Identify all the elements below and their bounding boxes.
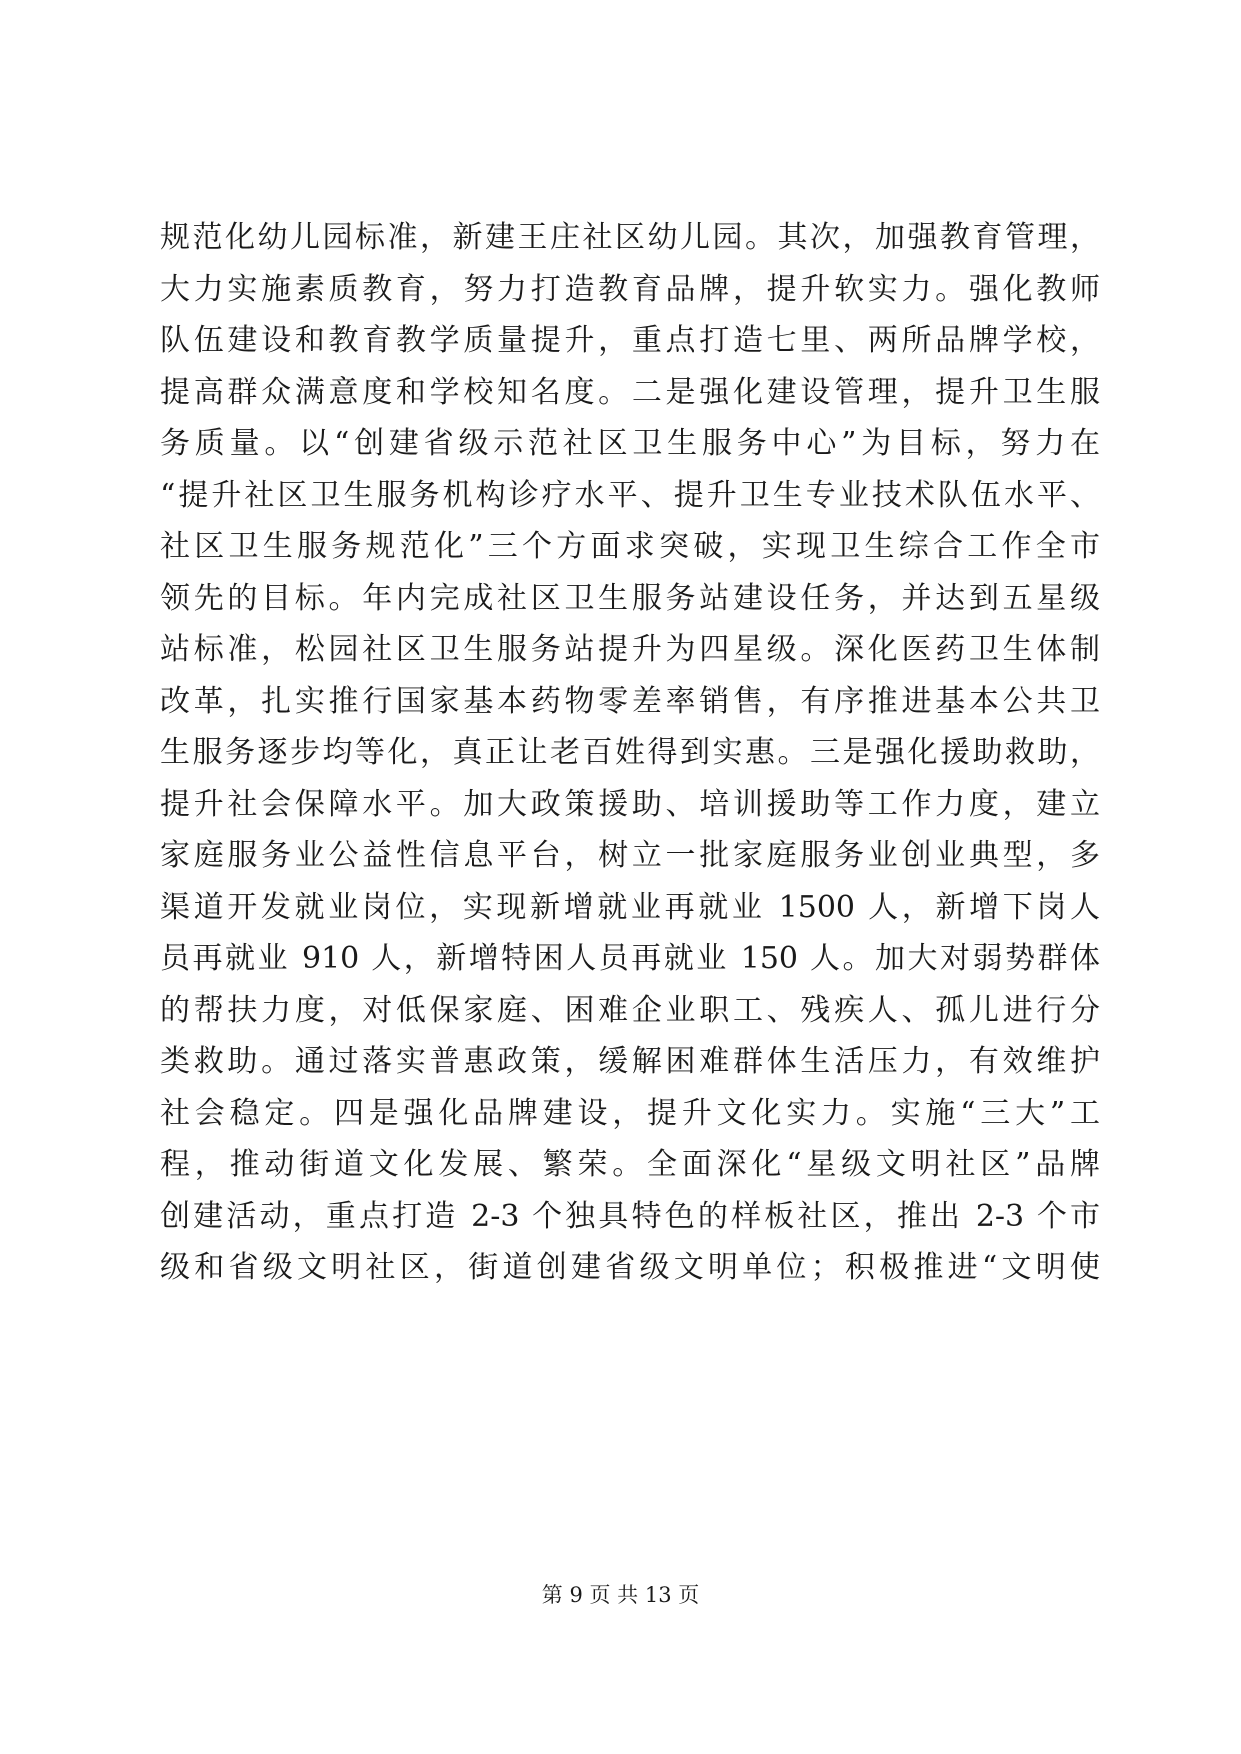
text-line: 员再就业 910 人，新增特困人员再就业 150 人。加大对弱势群体: [160, 941, 1100, 976]
text-line: 渠道开发就业岗位，实现新增就业再就业 1500 人，新增下岗人: [160, 889, 1100, 925]
text-line: 队伍建设和教育教学质量提升，重点打造七里、两所品牌学校，: [160, 323, 1100, 358]
text-line: 站标准，松园社区卫生服务站提升为四星级。深化医药卫生体制: [160, 632, 1100, 667]
text-line: 社会稳定。四是强化品牌建设，提升文化实力。实施“三大”工: [160, 1095, 1100, 1131]
body-text: [160, 212, 1100, 1294]
text-line: 提升社会保障水平。加大政策援助、培训援助等工作力度，建立: [160, 786, 1100, 822]
text-line: 提高群众满意度和学校知名度。二是强化建设管理，提升卫生服: [160, 374, 1100, 410]
text-line: 规范化幼儿园标准，新建王庄社区幼儿园。其次，加强教育管理，: [160, 220, 1100, 255]
text-line: 类救助。通过落实普惠政策，缓解困难群体生活压力，有效维护: [160, 1044, 1100, 1079]
text-line: 创建活动，重点打造 2-3 个独具特色的样板社区，推出 2-3 个市: [160, 1198, 1100, 1234]
text-line: 生服务逐步均等化，真正让老百姓得到实惠。三是强化援助救助，: [160, 735, 1100, 770]
text-line: “提升社区卫生服务机构诊疗水平、提升卫生专业技术队伍水平、: [160, 477, 1100, 513]
text-line: 务质量。以“创建省级示范社区卫生服务中心”为目标，努力在: [160, 426, 1100, 461]
page-footer: [0, 1580, 1241, 1610]
text-line: 级和省级文明社区，街道创建省级文明单位；积极推进“文明使: [160, 1250, 1100, 1285]
text-line: 领先的目标。年内完成社区卫生服务站建设任务，并达到五星级: [160, 580, 1100, 616]
text-line: 社区卫生服务规范化”三个方面求突破，实现卫生综合工作全市: [160, 529, 1100, 564]
text-line: 改革，扎实推行国家基本药物零差率销售，有序推进基本公共卫: [160, 683, 1100, 719]
page-number-label: 第 9 页 共 13 页: [541, 1583, 700, 1607]
text-line: 家庭服务业公益性信息平台，树立一批家庭服务业创业典型，多: [160, 838, 1100, 873]
text-line: 大力实施素质教育，努力打造教育品牌，提升软实力。强化教师: [160, 271, 1100, 307]
text-line: 的帮扶力度，对低保家庭、困难企业职工、残疾人、孤儿进行分: [160, 992, 1100, 1028]
text-line: 程，推动街道文化发展、繁荣。全面深化“星级文明社区”品牌: [160, 1147, 1100, 1182]
